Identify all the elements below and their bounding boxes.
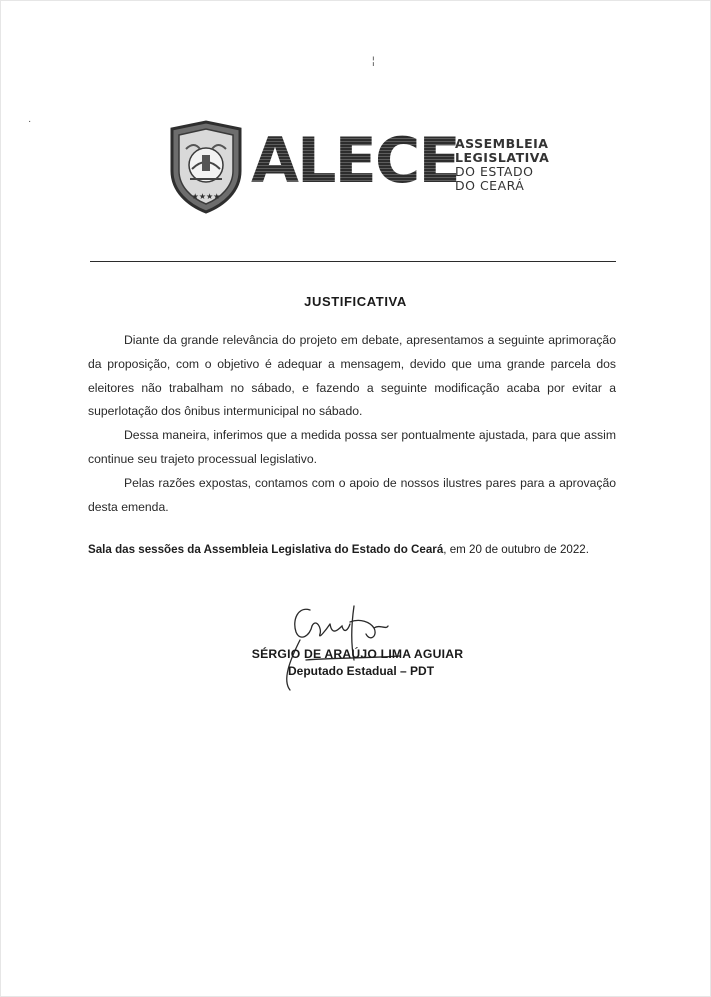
document-body <box>88 329 616 519</box>
logo-wordmark: ALECE <box>251 124 459 197</box>
institution-line: DO ESTADO <box>455 164 534 179</box>
coat-of-arms-icon <box>166 119 246 215</box>
document-title: JUSTIFICATIVA <box>304 294 407 309</box>
svg-text:★★★★: ★★★★ <box>191 192 221 201</box>
body-paragraph: Dessa maneira, inferimos que a medida possa ser pontualmente ajustada, para que assim continue seu trajeto processual legislativo. <box>88 428 616 466</box>
closing-date: , em 20 de outubro de 2022. <box>443 543 589 556</box>
scan-speck: ¦ <box>372 56 375 67</box>
header-divider <box>90 261 616 262</box>
institution-name <box>455 137 555 193</box>
institution-line: DO CEARÁ <box>455 178 525 193</box>
institution-line: LEGISLATIVA <box>455 150 550 165</box>
signatory-title: Deputado Estadual – PDT <box>288 664 435 678</box>
letterhead <box>166 115 550 215</box>
scan-speck: · <box>28 116 32 127</box>
body-paragraph: Diante da grande relevância do projeto em debate, apresentamos a seguinte aprimoração da proposição, com o objetivo é adequar a mensagem, devido que uma grande parcela dos eleitores não trabalham no sábado, e fazendo a seguinte modificação acaba por evitar a superlotação dos ônibus intermunicipal no sábado. <box>88 333 616 419</box>
body-paragraph: Pelas razões expostas, contamos com o apoio de nossos ilustres pares para a aprovação desta emenda. <box>88 475 616 514</box>
signatory-name: SÉRGIO DE ARAÚJO LIMA AGUIAR <box>251 647 464 661</box>
closing-line <box>88 543 628 556</box>
closing-location: Sala das sessões da Assembleia Legislativa do Estado do Ceará <box>88 543 444 556</box>
institution-line: ASSEMBLEIA <box>455 136 549 151</box>
